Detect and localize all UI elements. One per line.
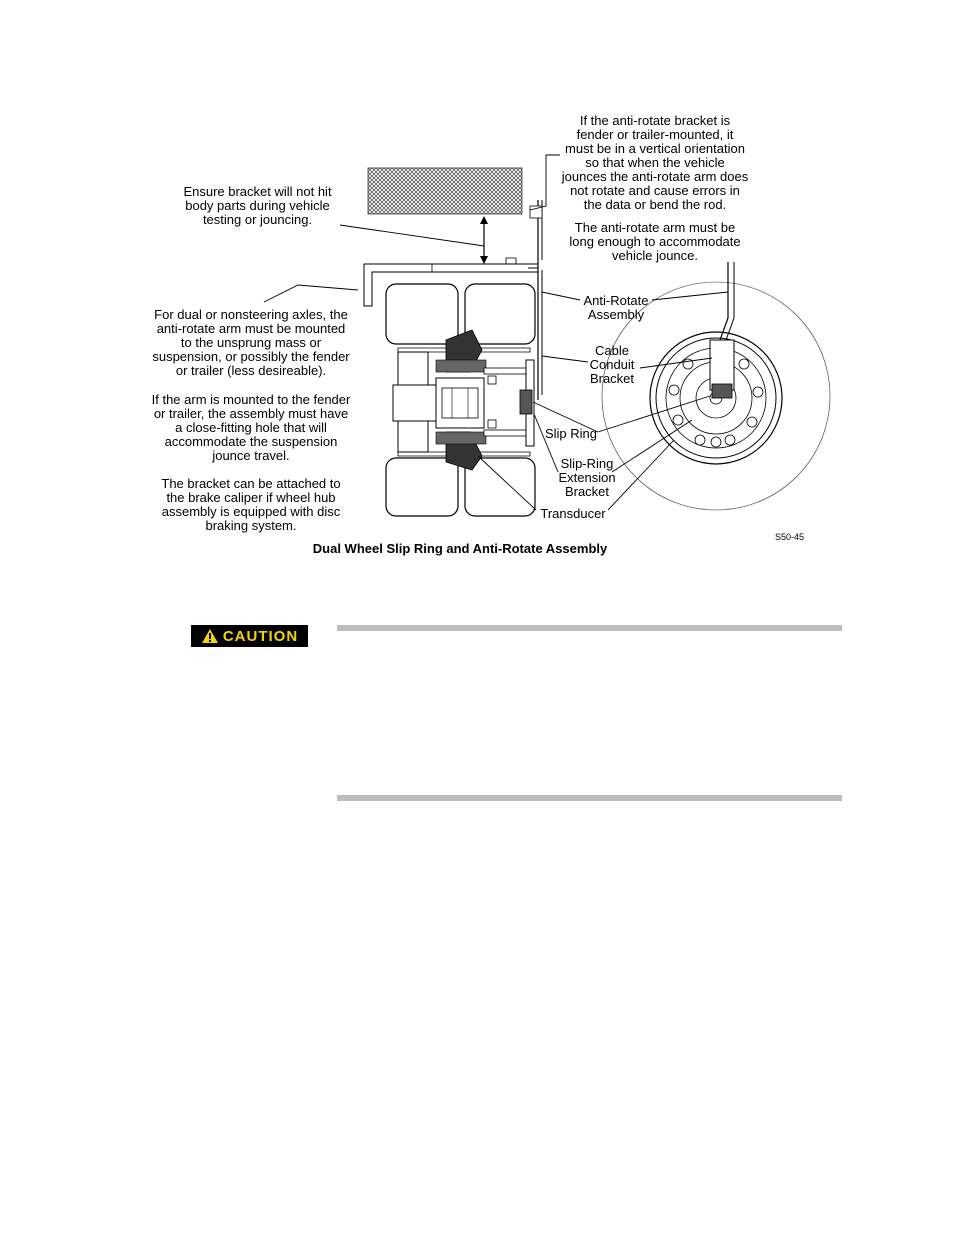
callout-brake-caliper: The bracket can be attached to the brake caliper if wheel hub assembly is equipped with disc braking system. — [161, 476, 341, 533]
label-slip-ring-extension-bracket: Slip-Ring Extension Bracket — [558, 456, 616, 499]
label-slip-ring: Slip Ring — [544, 426, 598, 441]
caution-label: CAUTION — [222, 627, 299, 645]
caution-rule-bottom — [337, 795, 842, 801]
label-anti-rotate-assembly: Anti-Rotate Assembly — [583, 293, 649, 322]
tire-top-left — [386, 284, 458, 344]
figure-caption: Dual Wheel Slip Ring and Anti-Rotate Assembly — [312, 541, 608, 556]
tire-bottom-left — [386, 458, 458, 516]
caution-badge — [191, 625, 308, 647]
callout-vertical-orientation: If the anti-rotate bracket is fender or trailer-mounted, it must be in a vertical orientation so that when the vehicle jounces the anti-rotate arm does not rotate and cause errors in the data or bend the rod. — [561, 113, 749, 212]
body-part-block — [368, 168, 522, 214]
callout-dual-axles: For dual or nonsteering axles, the anti-rotate arm must be mounted to the unsprung mass or suspension, or possibly the fender or trailer (less desireable). — [152, 307, 350, 378]
warning-triangle-icon — [201, 628, 219, 644]
callout-fender-mount: If the arm is mounted to the fender or trailer, the assembly must have a close-fitting hole that will accommodate the suspension jounce travel. — [151, 392, 351, 463]
callout-arm-length: The anti-rotate arm must be long enough to accommodate vehicle jounce. — [569, 220, 741, 263]
tire-bottom-right — [465, 458, 535, 516]
callout-bracket-clearance: Ensure bracket will not hit body parts during vehicle testing or jouncing. — [183, 184, 332, 227]
caution-rule-top — [337, 625, 842, 631]
slip-ring-assembly-diagram — [0, 0, 954, 600]
figure-id: S50-45 — [775, 532, 805, 542]
slip-ring — [520, 390, 532, 414]
tire-top-right — [465, 284, 535, 344]
label-cable-conduit-bracket: Cable Conduit Bracket — [589, 343, 635, 386]
label-transducer: Transducer — [540, 506, 606, 521]
